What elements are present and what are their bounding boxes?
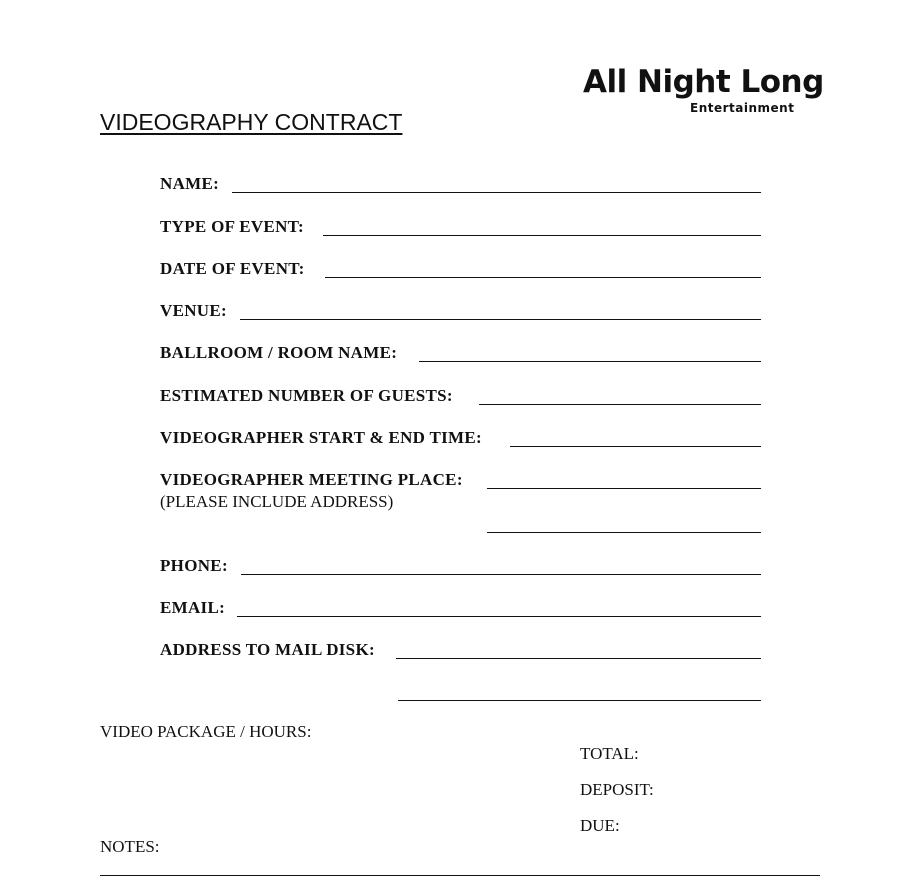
guests-label: ESTIMATED NUMBER OF GUESTS:: [160, 386, 453, 405]
name-label: NAME:: [160, 174, 220, 193]
type-of-event-label: TYPE OF EVENT:: [160, 217, 304, 236]
phone-label: PHONE:: [160, 556, 228, 575]
meeting-place-label: VIDEOGRAPHER MEETING PLACE:: [160, 470, 463, 489]
meeting-place-line: [487, 488, 761, 489]
video-package-label: VIDEO PACKAGE / HOURS:: [100, 722, 312, 741]
ballroom-label: BALLROOM / ROOM NAME:: [160, 343, 398, 362]
date-of-event-line: [325, 277, 761, 278]
start-end-time-line: [510, 446, 761, 447]
ballroom-line: [419, 361, 761, 362]
notes-line: [100, 875, 820, 876]
venue-line: [240, 319, 761, 320]
due-label: DUE:: [580, 816, 620, 835]
start-end-time-label: VIDEOGRAPHER START & END TIME:: [160, 428, 482, 447]
email-label: EMAIL:: [160, 598, 226, 617]
document-title: VIDEOGRAPHY CONTRACT: [100, 109, 403, 135]
notes-label: NOTES:: [100, 837, 160, 856]
mail-disk-line: [396, 658, 761, 659]
type-of-event-line: [323, 235, 761, 236]
guests-line: [479, 404, 761, 405]
deposit-label: DEPOSIT:: [580, 780, 654, 799]
venue-label: VENUE:: [160, 301, 227, 320]
phone-line: [241, 574, 761, 575]
name-line: [232, 192, 761, 193]
mail-disk-label: ADDRESS TO MAIL DISK:: [160, 640, 375, 659]
logo-tagline: Entertainment: [690, 101, 795, 115]
meeting-place-note: (PLEASE INCLUDE ADDRESS): [160, 492, 394, 511]
date-of-event-label: DATE OF EVENT:: [160, 259, 305, 278]
email-line: [237, 616, 761, 617]
meeting-place-line-2: [487, 532, 761, 533]
mail-disk-line-2: [398, 700, 761, 701]
total-label: TOTAL:: [580, 744, 639, 763]
company-logo: [556, 24, 826, 115]
logo-brand-text: All Night Long: [583, 64, 824, 100]
